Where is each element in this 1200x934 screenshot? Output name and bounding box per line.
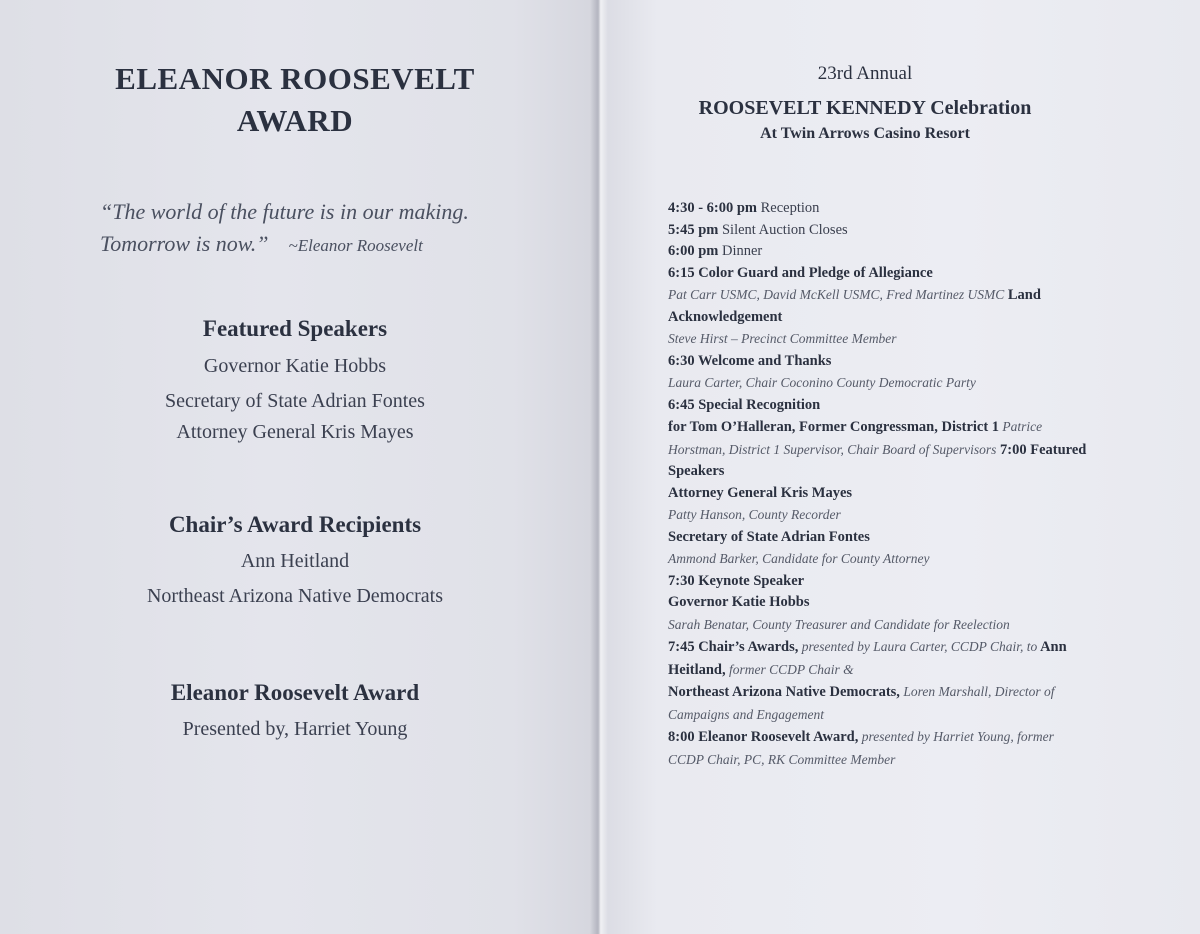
chairs-award-recipient: Ann Heitland — [240, 550, 350, 572]
schedule-line: Steve Hirst – Precinct Committee Member — [668, 331, 897, 346]
featured-speaker: Secretary of State Adrian Fontes — [165, 390, 425, 412]
schedule-line: Secretary of State Adrian Fontes — [668, 528, 870, 545]
schedule-line: 6:30 Welcome and Thanks — [668, 352, 832, 369]
schedule-line: Speakers — [668, 463, 725, 479]
roosevelt-quote — [100, 196, 469, 262]
schedule-line: 6:15 Color Guard and Pledge of Allegiance — [668, 264, 933, 281]
quote-line-2: Tomorrow is now.” ~Eleanor Roosevelt — [100, 231, 423, 256]
schedule-line: 7:45 Chair’s Awards, presented by Laura Carter, CCDP Chair, to Ann — [668, 639, 1067, 655]
schedule-line: for Tom O’Halleran, Former Congressman, District 1 Patrice — [668, 419, 1043, 435]
schedule-line: 5:45 pm Silent Auction Closes — [668, 221, 848, 238]
award-title-line-1: ELEANOR ROOSEVELT — [115, 61, 475, 96]
event-schedule — [668, 198, 1128, 771]
quote-line-1: “The world of the future is in our making. — [100, 199, 469, 224]
eleanor-award-presenter: Presented by, Harriet Young — [182, 718, 408, 740]
schedule-line: CCDP Chair, PC, RK Committee Member — [668, 751, 896, 767]
schedule-line: Attorney General Kris Mayes — [668, 484, 853, 501]
schedule-line: Ammond Barker, Candidate for County Attorney — [668, 551, 930, 566]
schedule-line: 7:30 Keynote Speaker — [668, 572, 805, 589]
event-venue: At Twin Arrows Casino Resort — [760, 125, 970, 142]
chairs-award-heading: Chair’s Award Recipients — [168, 512, 422, 537]
schedule-line: Pat Carr USMC, David McKell USMC, Fred Martinez USMC Land — [668, 287, 1041, 303]
schedule-line: Sarah Benatar, County Treasurer and Candidate for Reelection — [668, 616, 1010, 632]
event-annual-label: 23rd Annual — [817, 63, 913, 84]
featured-speaker: Governor Katie Hobbs — [203, 355, 387, 377]
schedule-line: Laura Carter, Chair Coconino County Democratic Party — [668, 375, 976, 390]
award-title-line-2: AWARD — [236, 103, 354, 138]
chairs-award-recipient: Northeast Arizona Native Democrats — [146, 585, 443, 607]
schedule-line: Northeast Arizona Native Democrats, Loren Marshall, Director of — [668, 684, 1055, 700]
schedule-line: 4:30 - 6:00 pm Reception — [668, 200, 820, 216]
schedule-line: Horstman, District 1 Supervisor, Chair Board of Supervisors 7:00 Featured — [668, 441, 1087, 458]
schedule-line: Patty Hanson, County Recorder — [668, 507, 841, 522]
featured-speaker: Attorney General Kris Mayes — [176, 421, 414, 443]
schedule-line: Heitland, former CCDP Chair & — [668, 661, 854, 678]
schedule-line: Acknowledgement — [668, 308, 783, 325]
award-title — [0, 58, 590, 142]
schedule-line: 6:45 Special Recognition — [668, 396, 821, 413]
eleanor-award-heading: Eleanor Roosevelt Award — [170, 680, 420, 705]
schedule-line: 8:00 Eleanor Roosevelt Award, presented by Harriet Young, former — [668, 729, 1054, 745]
schedule-line: 6:00 pm Dinner — [668, 243, 763, 259]
featured-speakers-heading: Featured Speakers — [202, 316, 388, 341]
event-title: ROOSEVELT KENNEDY Celebration — [698, 97, 1032, 119]
schedule-line: Governor Katie Hobbs — [668, 594, 810, 610]
schedule-line: Campaigns and Engagement — [668, 706, 824, 722]
quote-attribution: ~Eleanor Roosevelt — [288, 236, 423, 255]
